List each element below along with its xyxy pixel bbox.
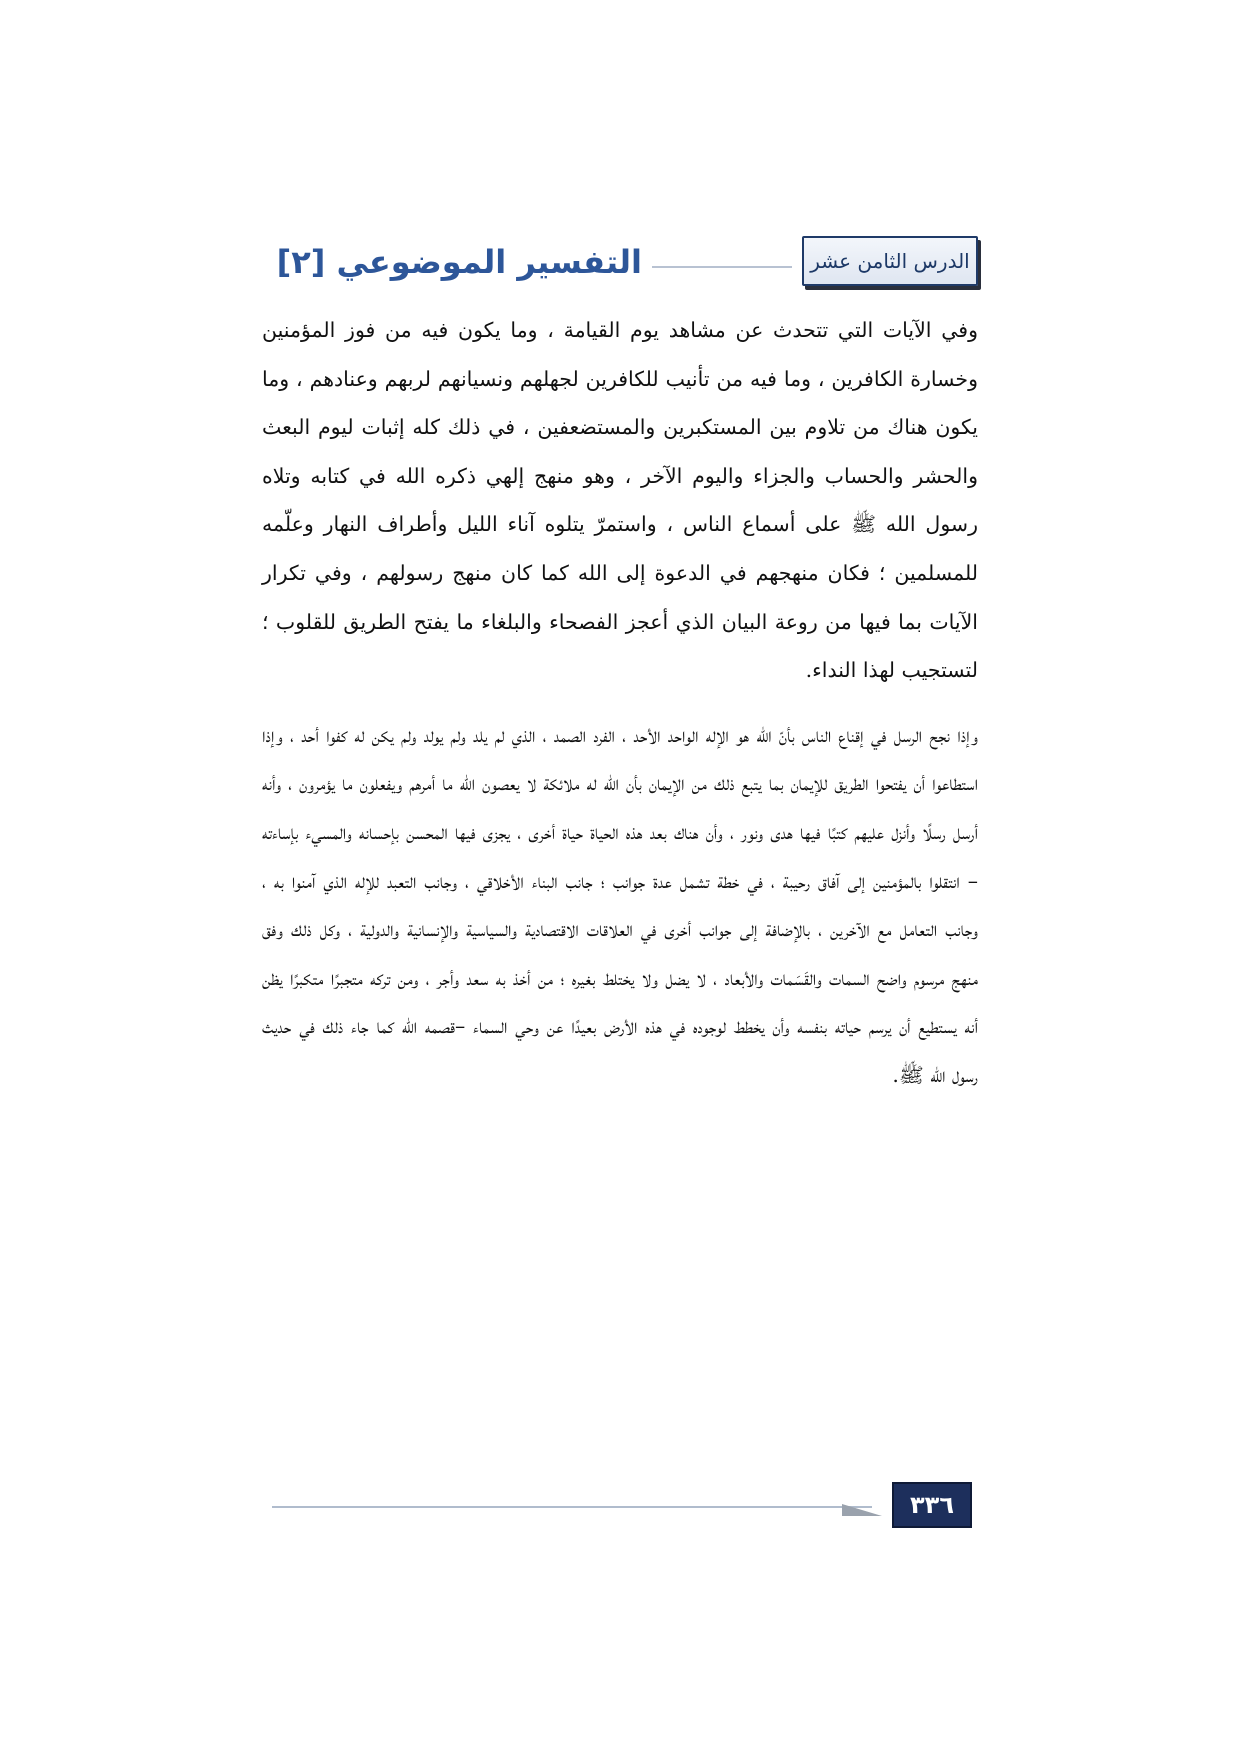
main-text: [262, 306, 978, 1100]
paragraph-2: وإذا نجح الرسل في إقناع الناس بأنّ الله هو الإله الواحد الأحد ، الفرد الصمد ، الذي لم يلد ولم يولد ولم يكن له كفوا أحد ، وإذا استطاعوا أن يفتحوا الطريق للإيمان بما يتبع ذلك من الإيمان بأن الله له ملائكة لا يعصون الله ما أمرهم ويفعلون ما يؤمرون ، وأنه أرسل رسلًا وأنزل عليهم كتبًا فيها هدى ونور ، وأن هناك بعد هذه الحياة حياة أخرى ، يجزى فيها المحسن بإحسانه والمسيء بإساءته – انتقلوا بالمؤمنين إلى آفاق رحيبة ، في خطة تشمل عدة جوانب ؛ جانب البناء الأخلاقي ، وجانب التعبد للإله الذي آمنوا به ، وجانب التعامل مع الآخرين ، بالإضافة إلى جوانب أخرى في العلاقات الاقتصادية والسياسية والإنسانية والدولية ، وكل ذلك وفق منهج مرسوم واضح السمات والقَسَمات والأبعاد ، لا يضل ولا يختلط بغيره ؛ من أخذ به سعد وأجر ، ومن تركه متجبرًا متكبرًا يظن أنه يستطيع أن يرسم حياته بنفسه وأن يخطط لوجوده في هذه الأرض بعيدًا عن وحي السماء –قصمه الله كما جاء ذلك في حديث رسول الله ﷺ.: [262, 722, 978, 1087]
book-title: التفسير الموضوعي [٢]: [276, 243, 642, 281]
page-number: ٣٣٦: [892, 1482, 972, 1528]
footer-rule-wedge: [842, 1504, 882, 1516]
header-divider: [652, 266, 792, 268]
page-header: [262, 232, 978, 292]
paragraph-1: وفي الآيات التي تتحدث عن مشاهد يوم القيامة ، وما يكون فيه من فوز المؤمنين وخسارة الكافرين ، وما فيه من تأنيب للكافرين لجهلهم ونسيانهم لربهم وعنادهم ، وما يكون هناك من تلاوم بين المستكبرين والمستضعفين ، في ذلك كله إثبات ليوم البعث والحشر والحساب والجزاء واليوم الآخر ، وهو منهج إلهي ذكره الله في كتابه وتلاه رسول الله ﷺ على أسماع الناس ، واستمرّ يتلوه آناء الليل وأطراف النهار وعلّمه للمسلمين ؛ فكان منهجهم في الدعوة إلى الله كما كان منهج رسولهم ، وفي تكرار الآيات بما فيها من روعة البيان الذي أعجز الفصحاء والبلغاء ما يفتح الطريق للقلوب ؛ لتستجيب لهذا النداء.: [262, 318, 978, 683]
page-footer: [272, 1482, 972, 1534]
lesson-label: الدرس الثامن عشر: [802, 236, 978, 286]
footer-rule: [272, 1506, 872, 1508]
